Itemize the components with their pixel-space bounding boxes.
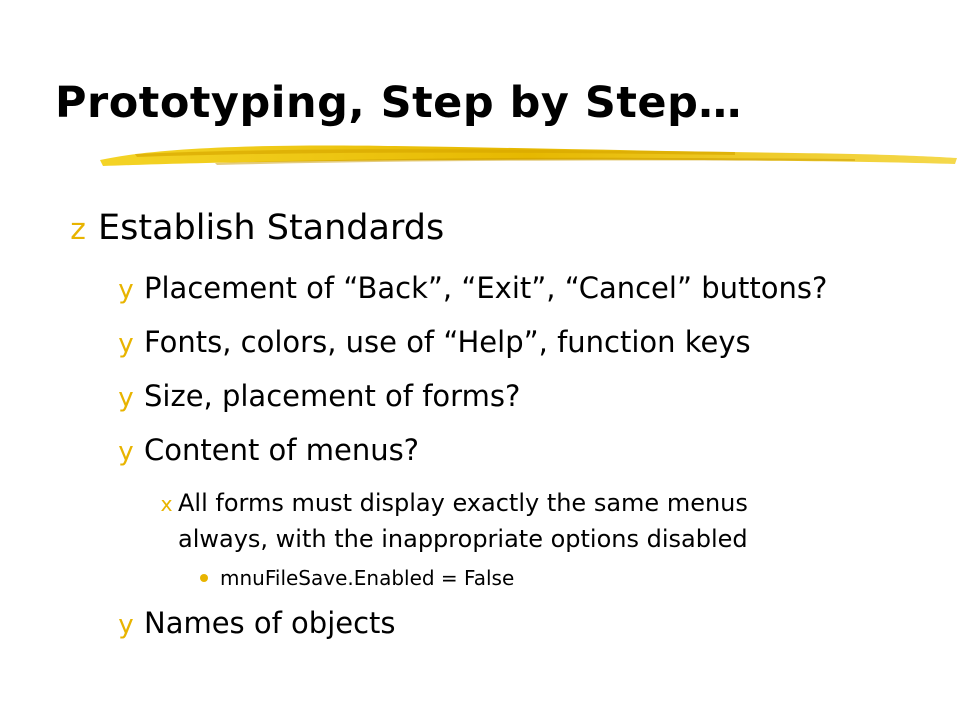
checkbox-y-bullet-icon: y <box>118 383 134 413</box>
round-bullet-icon <box>200 574 208 582</box>
checkbox-x-bullet-icon: x <box>160 492 173 516</box>
bullet-placement-of-buttons <box>108 271 827 305</box>
bullet-establish-standards <box>58 208 444 248</box>
checkbox-y-bullet-icon: y <box>118 329 134 359</box>
bullet-text: Size, placement of forms? <box>144 379 521 413</box>
checkbox-y-bullet-icon: y <box>118 610 134 640</box>
bullet-text: Establish Standards <box>98 208 445 248</box>
bullet-text-line2: always, with the inappropriate options disabled <box>178 525 748 553</box>
checkbox-y-bullet-icon: y <box>118 275 134 305</box>
z-bullet-icon: z <box>70 212 86 247</box>
bullet-names-of-objects <box>108 606 396 640</box>
title-underline-brush-icon <box>95 136 960 176</box>
slide-title: Prototyping, Step by Step… <box>55 78 742 128</box>
bullet-all-forms-same-menus <box>155 486 875 557</box>
bullet-text: Names of objects <box>144 606 396 640</box>
checkbox-y-bullet-icon: y <box>118 437 134 467</box>
bullet-text: Fonts, colors, use of “Help”, function keys <box>144 325 751 359</box>
bullet-text: mnuFileSave.Enabled = False <box>220 566 515 590</box>
bullet-text: Content of menus? <box>144 433 420 467</box>
bullet-mnufilesave-enabled <box>200 566 514 590</box>
bullet-fonts-colors <box>108 325 751 359</box>
bullet-size-placement-of-forms <box>108 379 520 413</box>
bullet-text: Placement of “Back”, “Exit”, “Cancel” buttons? <box>144 271 828 305</box>
bullet-content-of-menus <box>108 433 419 467</box>
bullet-text-line1: All forms must display exactly the same menus <box>178 489 748 517</box>
